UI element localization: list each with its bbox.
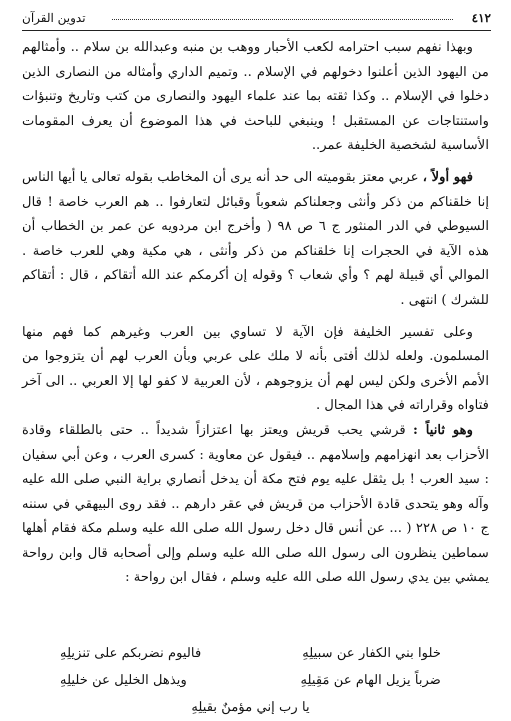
paragraph-text: قرشي يحب قريش ويعتز بها اعتزازاً شديداً .. حتى بالطلقاء وقادة الأحزاب بعد انهزامهم وإسلامهم .. فيقول عن معاوية : كسرى العرب ، وعن أبي سفيان : سيد العرب ! بل يثقل عليه يوم فتح مكة أن يدخل أنصاري براية النبي صلى الله عليه وآله وهو يتحدى قادة الأحزاب من قريش في عقر دارهم .. فقد روى البيهقي في سننه ج ١٠ ص ٢٢٨ ( ... عن أنس قال دخل رسول الله صلى الله عليه وسلم مكة فقام أهلها سماطين ينظرون الى رسول الله صلى الله عليه وسلم وإلى أصحابه قال وابن رواحة يمشي بين يدي رسول الله صلى الله عليه وسلم ، فقال ابن رواحة :: [22, 422, 489, 586]
poem-hemistich: ويذهل الخليل عن خليلِهِ: [60, 673, 187, 688]
poem-block: [60, 640, 441, 721]
poem-hemistich: خلوا بني الكفار عن سبيلِهِ: [302, 646, 441, 661]
paragraph-3: [22, 321, 489, 419]
header-dot-leader: [112, 19, 453, 20]
poem-hemistich: ضرباً يزيل الهام عن مَقِيلِهِ: [300, 673, 441, 688]
paragraph-text: وعلى تفسير الخليفة فإن الآية لا تساوي بين العرب وغيرهم كما فهم منها المسلمون. ولعله لذلك أفتى بأنه لا ملك على عربي وبأن العرب لهم أن يتزوجوا من الأمم الأخرى ولكن ليس لهم أن يزوجوهم ، لأن العربية لا كفو لها إلا العربي .. الى آخر فتاواه وقراراته في هذا المجال .: [22, 324, 489, 414]
paragraph-1: [22, 36, 489, 159]
paragraph-text: عربي معتز بقوميته الى حد أنه يرى أن المخاطب بقوله تعالى يا أيها الناس إنا خلقناكم من ذكر وأنثى وجعلناكم شعوباً وقبائل لتعارفوا .. هم العرب خاصة ! قال السيوطي في الدر المنثور ج ٦ ص ٩٨ ( وأخرج ابن مردويه عن عمر بن الخطاب أن هذه الآية في الحجرات إنا خلقناكم من ذكر وأنثى ، هي مكية وهي للعرب خاصة . الموالي أي قبيلة لهم ؟ وأي شعاب ؟ وقوله إن أكرمكم عند الله أتقاكم ، قال : أتقاكم للشرك ) انتهى .: [22, 169, 489, 308]
paragraph-4: [22, 419, 489, 591]
running-header: [22, 10, 491, 26]
page-number: ٤١٢: [471, 11, 491, 25]
poem-line-1: [60, 640, 441, 667]
paragraph-lead: فهو أولاً ،: [422, 169, 473, 185]
paragraph-lead: وهو ثانياً :: [413, 422, 473, 438]
paragraph-2: [22, 166, 489, 314]
poem-hemistich: فاليوم نضربكم على تنزيلِهِ: [60, 646, 202, 661]
book-title: تدوين القرآن: [22, 11, 86, 25]
header-rule: [22, 30, 491, 31]
paragraph-text: وبهذا نفهم سبب احترامه لكعب الأحبار ووهب بن منبه وعبدالله بن سلام .. وأمثالهم من اليهود الذين أعلنوا دخولهم في الإسلام .. وتميم الداري وأمثاله من النصارى الذين دخلوا في الإسلام .. وكذا ثقته بما عند علماء اليهود والنصارى من كتب وتاريخ وتنبؤات واستنتاجات عن المستقبل ! وينبغي للباحث في هذا الموضوع أن يعرف المقومات الأساسية لشخصية الخليفة عمر..: [22, 40, 489, 154]
poem-line-2: [60, 667, 441, 694]
poem-line-3: يا رب إني مؤمنٌ بقيلِهِ: [191, 700, 310, 715]
page-body: [22, 36, 489, 591]
